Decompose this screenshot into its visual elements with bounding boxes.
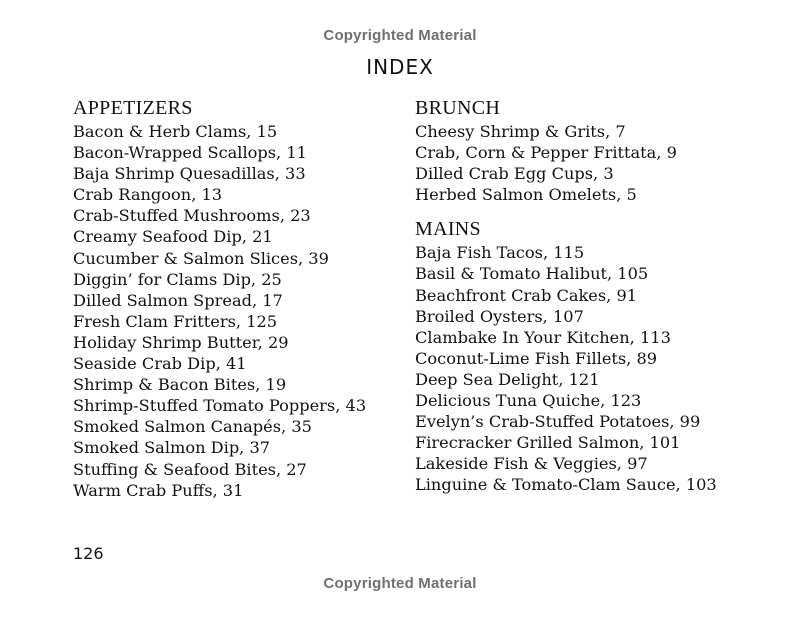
index-column-right: [415, 96, 785, 496]
index-entry: Shrimp-Stuffed Tomato Poppers, 43: [73, 396, 367, 416]
index-entry: Deep Sea Delight, 121: [415, 369, 600, 389]
index-entry: Firecracker Grilled Salmon, 101: [415, 433, 681, 453]
page-number: 126: [73, 544, 104, 563]
index-entry: Fresh Clam Fritters, 125: [73, 311, 278, 331]
index-entry: Herbed Salmon Omelets, 5: [415, 185, 637, 205]
index-entry: Shrimp & Bacon Bites, 19: [73, 375, 287, 395]
index-entry: Crab-Stuffed Mushrooms, 23: [73, 206, 311, 226]
index-entry: Bacon & Herb Clams, 15: [73, 122, 278, 141]
index-entry: Stuffing & Seafood Bites, 27: [73, 459, 307, 479]
index-entry: Seaside Crab Dip, 41: [73, 354, 247, 374]
index-entry: Broiled Oysters, 107: [415, 306, 584, 326]
index-entry: Smoked Salmon Canapés, 35: [73, 417, 312, 437]
section-heading: APPETIZERS: [73, 97, 193, 119]
index-entry: Clambake In Your Kitchen, 113: [415, 327, 671, 347]
index-entry: Diggin’ for Clams Dip, 25: [73, 269, 282, 289]
section-heading: BRUNCH: [415, 97, 501, 119]
index-entry: Crab, Corn & Pepper Frittata, 9: [415, 143, 677, 163]
index-entry: Baja Fish Tacos, 115: [415, 243, 585, 263]
index-section-brunch: [415, 96, 785, 205]
index-entry: Warm Crab Puffs, 31: [73, 480, 244, 500]
index-entry: Bacon-Wrapped Scallops, 11: [73, 143, 307, 163]
index-entry: Dilled Crab Egg Cups, 3: [415, 164, 614, 184]
watermark-bottom: Copyrighted Material: [323, 575, 477, 592]
index-entry: Lakeside Fish & Veggies, 97: [415, 454, 648, 474]
index-entry: Evelyn’s Crab-Stuffed Potatoes, 99: [415, 412, 701, 432]
index-entry: Cheesy Shrimp & Grits, 7: [415, 122, 626, 141]
index-section-appetizers: [73, 96, 393, 501]
index-column-left: [73, 96, 393, 501]
index-entry: Creamy Seafood Dip, 21: [73, 227, 273, 247]
index-entry: Holiday Shrimp Butter, 29: [73, 332, 289, 352]
index-entry: Cucumber & Salmon Slices, 39: [73, 248, 329, 268]
index-section-mains: [415, 217, 785, 495]
page-title: INDEX: [366, 55, 434, 79]
index-entry: Delicious Tuna Quiche, 123: [415, 391, 642, 411]
index-entry: Crab Rangoon, 13: [73, 185, 223, 205]
index-entry: Dilled Salmon Spread, 17: [73, 290, 283, 310]
index-entry: Coconut-Lime Fish Fillets, 89: [415, 348, 658, 368]
section-heading: MAINS: [415, 218, 481, 241]
index-entry: Basil & Tomato Halibut, 105: [415, 264, 649, 284]
index-entry: Beachfront Crab Cakes, 91: [415, 285, 638, 305]
index-entry: Smoked Salmon Dip, 37: [73, 438, 271, 458]
index-entry: Baja Shrimp Quesadillas, 33: [73, 164, 306, 184]
watermark-top: Copyrighted Material: [323, 27, 477, 44]
index-entry: Linguine & Tomato-Clam Sauce, 103: [415, 475, 717, 495]
